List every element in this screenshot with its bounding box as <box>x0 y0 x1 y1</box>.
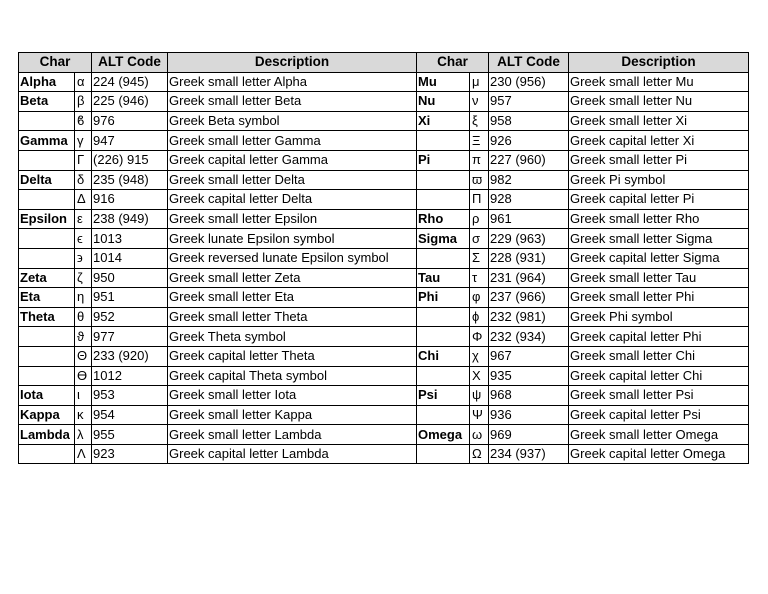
alt-code-cell: 224 (945) <box>92 72 168 92</box>
alt-code-cell: 958 <box>489 111 569 131</box>
alt-code-cell: 969 <box>489 425 569 445</box>
description-cell: Greek capital letter Xi <box>569 131 749 151</box>
letter-name-cell: Sigma <box>417 229 470 249</box>
symbol-cell: Ξ <box>470 131 489 151</box>
letter-name-cell: Nu <box>417 92 470 112</box>
alt-code-cell: 982 <box>489 170 569 190</box>
letter-name-cell: Lambda <box>19 425 75 445</box>
letter-name-cell <box>417 248 470 268</box>
header-description: Description <box>168 53 417 73</box>
table-row <box>19 346 749 366</box>
alt-code-cell: 947 <box>92 131 168 151</box>
alt-code-cell: 961 <box>489 209 569 229</box>
alt-code-cell: (226) 915 <box>92 150 168 170</box>
letter-name-cell <box>417 405 470 425</box>
symbol-cell: ϴ <box>75 366 92 386</box>
table-row <box>19 190 749 210</box>
alt-code-cell: 952 <box>92 307 168 327</box>
description-cell: Greek capital letter Gamma <box>168 150 417 170</box>
header-alt-code: ALT Code <box>489 53 569 73</box>
alt-code-cell: 1014 <box>92 248 168 268</box>
symbol-cell: γ <box>75 131 92 151</box>
symbol-cell: Ω <box>470 444 489 464</box>
letter-name-cell <box>19 366 75 386</box>
alt-code-cell: 977 <box>92 327 168 347</box>
letter-name-cell <box>417 131 470 151</box>
symbol-cell: ν <box>470 92 489 112</box>
description-cell: Greek small letter Delta <box>168 170 417 190</box>
table-row <box>19 444 749 464</box>
alt-code-cell: 957 <box>489 92 569 112</box>
alt-code-cell: 227 (960) <box>489 150 569 170</box>
symbol-cell: Χ <box>470 366 489 386</box>
table-row <box>19 288 749 308</box>
symbol-cell: ω <box>470 425 489 445</box>
symbol-cell: Λ <box>75 444 92 464</box>
description-cell: Greek small letter Theta <box>168 307 417 327</box>
description-cell: Greek small letter Eta <box>168 288 417 308</box>
letter-name-cell <box>19 150 75 170</box>
description-cell: Greek small letter Tau <box>569 268 749 288</box>
letter-name-cell: Psi <box>417 386 470 406</box>
description-cell: Greek capital letter Omega <box>569 444 749 464</box>
symbol-cell: φ <box>470 288 489 308</box>
alt-code-cell: 967 <box>489 346 569 366</box>
symbol-cell: ϵ <box>75 229 92 249</box>
alt-code-cell: 935 <box>489 366 569 386</box>
symbol-cell: θ <box>75 307 92 327</box>
alt-code-cell: 232 (934) <box>489 327 569 347</box>
alt-code-cell: 936 <box>489 405 569 425</box>
symbol-cell: χ <box>470 346 489 366</box>
letter-name-cell: Rho <box>417 209 470 229</box>
alt-code-cell: 926 <box>489 131 569 151</box>
table-row <box>19 131 749 151</box>
symbol-cell: ψ <box>470 386 489 406</box>
letter-name-cell: Theta <box>19 307 75 327</box>
table-row <box>19 366 749 386</box>
description-cell: Greek lunate Epsilon symbol <box>168 229 417 249</box>
symbol-cell: Σ <box>470 248 489 268</box>
description-cell: Greek small letter Xi <box>569 111 749 131</box>
header-alt-code: ALT Code <box>92 53 168 73</box>
letter-name-cell: Iota <box>19 386 75 406</box>
symbol-cell: μ <box>470 72 489 92</box>
alt-code-cell: 232 (981) <box>489 307 569 327</box>
table-row <box>19 209 749 229</box>
alt-code-cell: 955 <box>92 425 168 445</box>
symbol-cell: Π <box>470 190 489 210</box>
alt-code-cell: 230 (956) <box>489 72 569 92</box>
symbol-cell: ϑ <box>75 327 92 347</box>
description-cell: Greek small letter Chi <box>569 346 749 366</box>
alt-code-cell: 238 (949) <box>92 209 168 229</box>
table-row <box>19 72 749 92</box>
symbol-cell: ζ <box>75 268 92 288</box>
symbol-cell: τ <box>470 268 489 288</box>
alt-code-cell: 950 <box>92 268 168 288</box>
symbol-cell: π <box>470 150 489 170</box>
letter-name-cell: Alpha <box>19 72 75 92</box>
alt-code-cell: 1013 <box>92 229 168 249</box>
alt-code-cell: 237 (966) <box>489 288 569 308</box>
greek-alt-code-table <box>18 52 749 464</box>
description-cell: Greek small letter Kappa <box>168 405 417 425</box>
description-cell: Greek small letter Mu <box>569 72 749 92</box>
symbol-cell: ϐ <box>75 111 92 131</box>
letter-name-cell <box>19 444 75 464</box>
table-row <box>19 150 749 170</box>
alt-code-cell: 231 (964) <box>489 268 569 288</box>
symbol-cell: Δ <box>75 190 92 210</box>
description-cell: Greek capital letter Pi <box>569 190 749 210</box>
description-cell: Greek small letter Sigma <box>569 229 749 249</box>
table-row <box>19 248 749 268</box>
symbol-cell: α <box>75 72 92 92</box>
description-cell: Greek small letter Beta <box>168 92 417 112</box>
letter-name-cell: Beta <box>19 92 75 112</box>
letter-name-cell <box>19 190 75 210</box>
symbol-cell: ϖ <box>470 170 489 190</box>
letter-name-cell: Xi <box>417 111 470 131</box>
description-cell: Greek small letter Rho <box>569 209 749 229</box>
letter-name-cell: Delta <box>19 170 75 190</box>
symbol-cell: Φ <box>470 327 489 347</box>
letter-name-cell: Omega <box>417 425 470 445</box>
letter-name-cell: Epsilon <box>19 209 75 229</box>
alt-code-cell: 951 <box>92 288 168 308</box>
letter-name-cell <box>19 346 75 366</box>
symbol-cell: ξ <box>470 111 489 131</box>
alt-code-cell: 953 <box>92 386 168 406</box>
header-row <box>19 53 749 73</box>
table-row <box>19 425 749 445</box>
letter-name-cell <box>417 307 470 327</box>
letter-name-cell: Tau <box>417 268 470 288</box>
alt-code-cell: 954 <box>92 405 168 425</box>
description-cell: Greek capital letter Psi <box>569 405 749 425</box>
description-cell: Greek Pi symbol <box>569 170 749 190</box>
description-cell: Greek reversed lunate Epsilon symbol <box>168 248 417 268</box>
description-cell: Greek small letter Pi <box>569 150 749 170</box>
alt-code-cell: 968 <box>489 386 569 406</box>
alt-code-cell: 1012 <box>92 366 168 386</box>
description-cell: Greek small letter Nu <box>569 92 749 112</box>
letter-name-cell: Pi <box>417 150 470 170</box>
symbol-cell: δ <box>75 170 92 190</box>
description-cell: Greek small letter Iota <box>168 386 417 406</box>
letter-name-cell <box>417 190 470 210</box>
header-char: Char <box>417 53 489 73</box>
alt-code-cell: 228 (931) <box>489 248 569 268</box>
alt-code-cell: 976 <box>92 111 168 131</box>
table-row <box>19 229 749 249</box>
description-cell: Greek small letter Gamma <box>168 131 417 151</box>
alt-code-cell: 916 <box>92 190 168 210</box>
description-cell: Greek capital letter Delta <box>168 190 417 210</box>
description-cell: Greek capital Theta symbol <box>168 366 417 386</box>
description-cell: Greek small letter Phi <box>569 288 749 308</box>
letter-name-cell <box>417 170 470 190</box>
table-row <box>19 327 749 347</box>
symbol-cell: ϶ <box>75 248 92 268</box>
alt-code-cell: 225 (946) <box>92 92 168 112</box>
alt-code-cell: 233 (920) <box>92 346 168 366</box>
description-cell: Greek small letter Psi <box>569 386 749 406</box>
letter-name-cell: Mu <box>417 72 470 92</box>
symbol-cell: ε <box>75 209 92 229</box>
symbol-cell: Ψ <box>470 405 489 425</box>
description-cell: Greek Beta symbol <box>168 111 417 131</box>
symbol-cell: β <box>75 92 92 112</box>
symbol-cell: Γ <box>75 150 92 170</box>
letter-name-cell <box>417 444 470 464</box>
symbol-cell: ϕ <box>470 307 489 327</box>
description-cell: Greek small letter Omega <box>569 425 749 445</box>
table-row <box>19 170 749 190</box>
letter-name-cell <box>19 248 75 268</box>
table-row <box>19 111 749 131</box>
letter-name-cell <box>19 229 75 249</box>
description-cell: Greek Phi symbol <box>569 307 749 327</box>
alt-code-cell: 234 (937) <box>489 444 569 464</box>
table-row <box>19 268 749 288</box>
letter-name-cell <box>417 327 470 347</box>
symbol-cell: λ <box>75 425 92 445</box>
letter-name-cell: Eta <box>19 288 75 308</box>
header-description: Description <box>569 53 749 73</box>
description-cell: Greek capital letter Chi <box>569 366 749 386</box>
description-cell: Greek small letter Zeta <box>168 268 417 288</box>
table-row <box>19 405 749 425</box>
alt-code-cell: 229 (963) <box>489 229 569 249</box>
symbol-cell: Θ <box>75 346 92 366</box>
letter-name-cell: Phi <box>417 288 470 308</box>
letter-name-cell: Zeta <box>19 268 75 288</box>
table-row <box>19 307 749 327</box>
description-cell: Greek small letter Epsilon <box>168 209 417 229</box>
symbol-cell: ι <box>75 386 92 406</box>
letter-name-cell <box>19 327 75 347</box>
table-row <box>19 92 749 112</box>
symbol-cell: σ <box>470 229 489 249</box>
description-cell: Greek Theta symbol <box>168 327 417 347</box>
symbol-cell: κ <box>75 405 92 425</box>
description-cell: Greek capital letter Phi <box>569 327 749 347</box>
alt-code-cell: 923 <box>92 444 168 464</box>
description-cell: Greek small letter Alpha <box>168 72 417 92</box>
letter-name-cell <box>19 111 75 131</box>
description-cell: Greek capital letter Lambda <box>168 444 417 464</box>
alt-code-cell: 928 <box>489 190 569 210</box>
letter-name-cell <box>417 366 470 386</box>
symbol-cell: ρ <box>470 209 489 229</box>
letter-name-cell: Gamma <box>19 131 75 151</box>
alt-code-cell: 235 (948) <box>92 170 168 190</box>
table-row <box>19 386 749 406</box>
symbol-cell: η <box>75 288 92 308</box>
header-char: Char <box>19 53 92 73</box>
letter-name-cell: Kappa <box>19 405 75 425</box>
description-cell: Greek small letter Lambda <box>168 425 417 445</box>
letter-name-cell: Chi <box>417 346 470 366</box>
description-cell: Greek capital letter Theta <box>168 346 417 366</box>
description-cell: Greek capital letter Sigma <box>569 248 749 268</box>
